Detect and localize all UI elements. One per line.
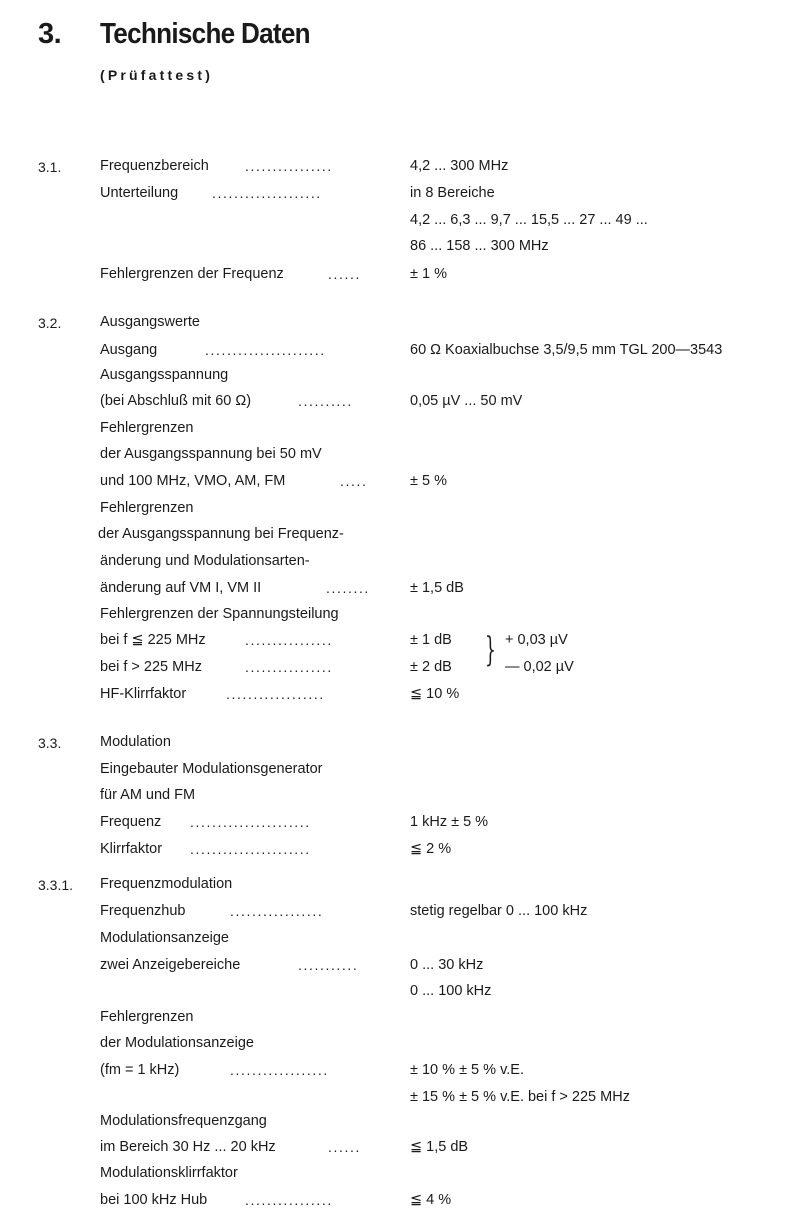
page-title: Technische Daten (100, 18, 310, 50)
frequenzgang-label-1: Modulationsfrequenzgang (100, 1113, 267, 1129)
hf-klirr-label: HF-Klirrfaktor (100, 686, 187, 702)
tolerance-plus-value: + 0,03 µV (505, 632, 568, 648)
modklirr-label-1: Modulationsklirrfaktor (100, 1165, 238, 1181)
generator-line-1: Eingebauter Modulationsgenerator (100, 761, 323, 777)
fg2-value: ± 1,5 dB (410, 580, 464, 596)
page-subtitle: (Prüfattest) (100, 67, 214, 83)
fg1-line-1: Fehlergrenzen (100, 420, 194, 436)
section-3-3-1-number: 3.3.1. (38, 877, 74, 893)
section-3-1-number: 3.1. (38, 159, 62, 175)
hf-klirr-value: ≦ 10 % (410, 686, 460, 702)
f-gt-225-value: ± 2 dB (410, 659, 452, 675)
bereiche-line-2: 86 ... 158 ... 300 MHz (410, 238, 549, 254)
bereiche-line-1: 4,2 ... 6,3 ... 9,7 ... 15,5 ... 27 ... 49 ... (410, 212, 648, 228)
frequenzbereich-value: 4,2 ... 300 MHz (410, 158, 509, 174)
generator-line-2: für AM und FM (100, 787, 196, 803)
unterteilung-label: Unterteilung (100, 185, 179, 201)
fehler-frequenz-label: Fehlergrenzen der Frequenz (100, 266, 284, 282)
mod-klirr-label: Klirrfaktor (100, 841, 163, 857)
modklirr-value: ≦ 4 % (410, 1192, 452, 1208)
section-3-3-title: Modulation (100, 734, 171, 750)
fg-anzeige-line-2: der Modulationsanzeige (100, 1035, 254, 1051)
section-3-3-1-title: Frequenzmodulation (100, 876, 233, 892)
fm-label: (fm = 1 kHz) (100, 1062, 180, 1078)
fg1-value: ± 5 % (410, 473, 447, 489)
fehler-frequenz-value: ± 1 % (410, 266, 447, 282)
fg2-line-4: änderung auf VM I, VM II (100, 580, 262, 596)
frequenzhub-label: Frequenzhub (100, 903, 186, 919)
f-le-225-label: bei f ≦ 225 MHz (100, 632, 206, 648)
section-3-2-title: Ausgangswerte (100, 314, 200, 330)
frequenzhub-value: stetig regelbar 0 ... 100 kHz (410, 903, 588, 919)
fm-value-1: ± 10 % ± 5 % v.E. (410, 1062, 524, 1078)
fg1-line-2: der Ausgangsspannung bei 50 mV (100, 446, 322, 462)
abschluss-value: 0,05 µV ... 50 mV (410, 393, 523, 409)
ausgang-label: Ausgang (100, 342, 158, 358)
fg2-line-1: Fehlergrenzen (100, 500, 194, 516)
document-page: 3. Technische Daten (Prüfattest) 3.1. Frequenzbereich ................ 4,2 ... 300 MHz Unterteilung .................... in 8 Bereiche 4,2 ... 6,3 ... 9,7 ... 15,5 ... 27 ... 49 ... 86 ... 158 ... 300 MHz Fehlergrenzen der Frequenz ...... ± 1 % 3.2. Ausgangswerte Ausgang ...................... 60 Ω Koaxialbuchse 3,5/9,5 mm TGL 200—3543 Ausgangsspannung (bei Abschluß mit 60 Ω) .......... 0,05 µV ... 50 mV Fehlergrenzen der Ausgangsspannung bei 50 mV und 100 MHz, VMO, AM, FM ..... ± 5 % Fehlergrenzen der Ausgangsspannung bei Frequenz- änderung und Modulationsarten- änderung auf VM I, VM II ........ ± 1,5 dB Fehlergrenzen der Spannungsteilung bei f ≦ 225 MHz ................ ± 1 dB bei f > 225 MHz ................ ± 2 dB } + 0,03 µV — 0,02 µV HF-Klirrfaktor .................. ≦ 10 % 3.3. Modulation Eingebauter Modulationsgenerator für AM und FM Frequenz ...................... 1 kHz ± 5 % Klirrfaktor ...................... ≦ 2 % 3.3.1. Frequenzmodulation Frequenzhub ................. stetig regelbar 0 ... 100 kHz Modulationsanzeige zwei Anzeigebereiche ........... 0 ... 30 kHz 0 ... 100 kHz Fehlergrenzen der Modulationsanzeige (fm = 1 kHz) .................. ± 10 % ± 5 % v.E. ± 15 % ± 5 % v.E. bei f > 225 MHz Modulationsfrequenzgang im Bereich 30 Hz ... 20 kHz ...... ≦ 1,5 dB Modulationsklirrfaktor bei 100 kHz Hub ................ ≦ 4 % (38, 18, 723, 1208)
section-number: 3. (38, 18, 62, 50)
anzeigebereich-value-1: 0 ... 30 kHz (410, 957, 484, 973)
fg-anzeige-line-1: Fehlergrenzen (100, 1009, 194, 1025)
anzeigebereich-value-2: 0 ... 100 kHz (410, 983, 492, 999)
frequenzgang-label-2: im Bereich 30 Hz ... 20 kHz (100, 1139, 276, 1155)
modulationsanzeige-label: Modulationsanzeige (100, 930, 229, 946)
frequenzbereich-label: Frequenzbereich (100, 158, 209, 174)
section-3-3-number: 3.3. (38, 735, 62, 751)
fg1-line-3: und 100 MHz, VMO, AM, FM (100, 473, 286, 489)
abschluss-label: (bei Abschluß mit 60 Ω) (100, 393, 252, 409)
ausgangsspannung-label: Ausgangsspannung (100, 367, 229, 383)
modklirr-label-2: bei 100 kHz Hub (100, 1192, 208, 1208)
f-le-225-value: ± 1 dB (410, 632, 452, 648)
frequenzgang-value: ≦ 1,5 dB (410, 1139, 469, 1155)
anzeigebereiche-label: zwei Anzeigebereiche (100, 957, 241, 973)
fg3-label: Fehlergrenzen der Spannungsteilung (100, 606, 339, 622)
mod-frequenz-label: Frequenz (100, 814, 162, 830)
mod-klirr-value: ≦ 2 % (410, 841, 452, 857)
f-gt-225-label: bei f > 225 MHz (100, 659, 202, 675)
fg2-line-2: der Ausgangsspannung bei Frequenz- (98, 526, 344, 542)
unterteilung-value: in 8 Bereiche (410, 185, 495, 201)
section-3-2-number: 3.2. (38, 315, 62, 331)
fg2-line-3: änderung und Modulationsarten- (100, 553, 310, 569)
mod-frequenz-value: 1 kHz ± 5 % (410, 814, 489, 830)
tolerance-minus-value: — 0,02 µV (505, 659, 574, 675)
brace-icon: } (485, 630, 496, 670)
ausgang-value: 60 Ω Koaxialbuchse 3,5/9,5 mm TGL 200—3543 (410, 342, 723, 358)
fm-value-2: ± 15 % ± 5 % v.E. bei f > 225 MHz (410, 1089, 630, 1105)
